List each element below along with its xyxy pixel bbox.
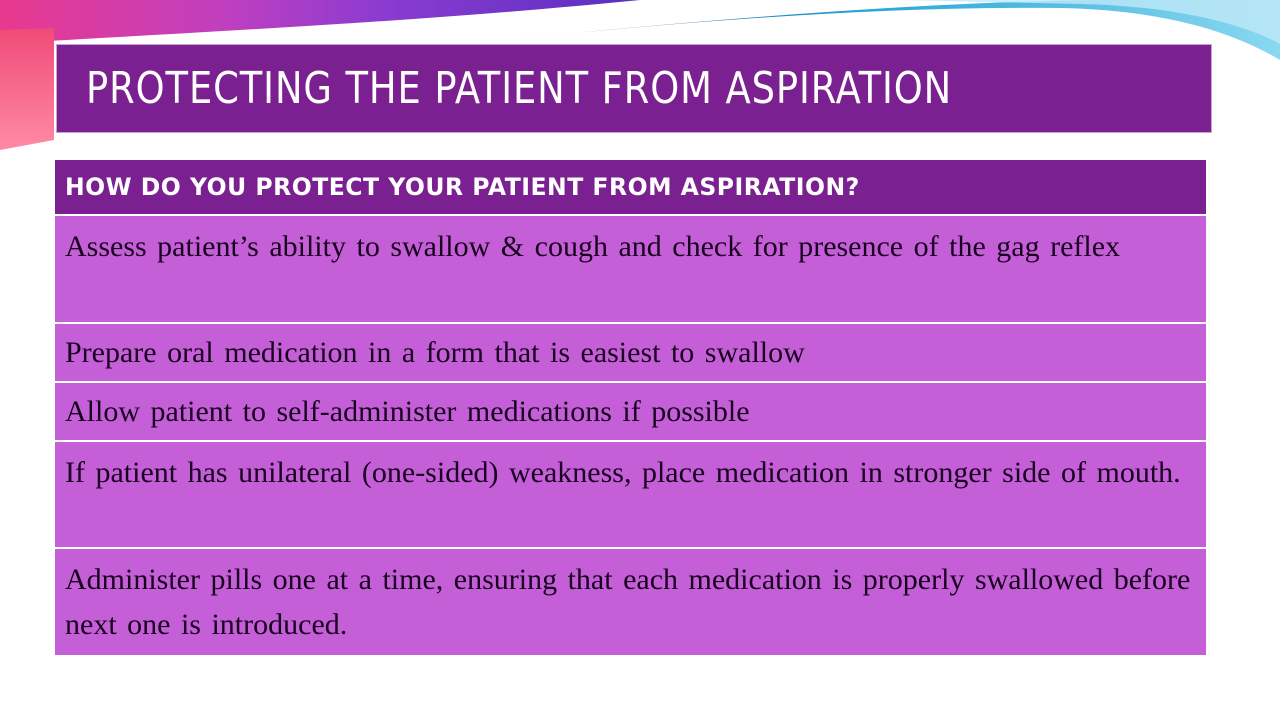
aspiration-table [55, 160, 1206, 655]
red-left-band-shape [0, 28, 54, 150]
table-row: Allow patient to self-administer medications if possible [55, 383, 1206, 442]
table-header [55, 160, 1206, 216]
table-row: Assess patient’s ability to swallow & cough and check for presence of the gag reflex [55, 216, 1206, 324]
pink-swoosh-shape [0, 0, 640, 44]
table-header-text: HOW DO YOU PROTECT YOUR PATIENT FROM ASPIRATION? [65, 173, 860, 201]
table-row: Prepare oral medication in a form that is easiest to swallow [55, 324, 1206, 383]
slide-title: PROTECTING THE PATIENT FROM ASPIRATION [86, 63, 953, 114]
table-row: Administer pills one at a time, ensuring that each medication is properly swallowed before next one is introduced. [55, 549, 1206, 655]
title-banner [54, 44, 1212, 133]
table-row: If patient has unilateral (one-sided) weakness, place medication in stronger side of mouth. [55, 442, 1206, 549]
